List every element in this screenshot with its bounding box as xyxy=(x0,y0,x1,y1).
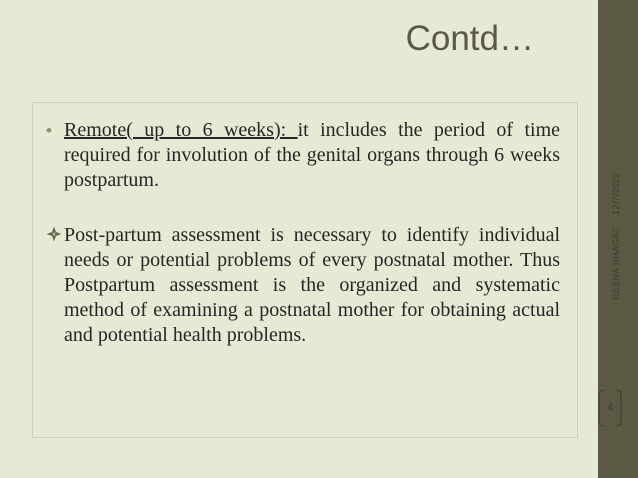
slide-title: Contd… xyxy=(405,19,534,58)
round-bullet-icon: • xyxy=(46,121,52,140)
paragraph-assessment-text: Post-partum assessment is necessary to identify individual needs or potential problems of every postnatal mother. Thus Postpartum assessment is the organized and systematic method of examining a postnatal mother for obtaining actual and potential health problems. xyxy=(64,224,560,346)
page-number xyxy=(596,388,624,428)
paragraph-remote-text: it includes the period of time required for involution of the genital organs through 6 weeks postpartum. xyxy=(64,119,560,191)
slide-date: 12/7/2022 xyxy=(611,172,621,215)
diamond-bullet-icon xyxy=(46,226,62,242)
paragraph-remote xyxy=(46,118,560,193)
content-text xyxy=(46,118,560,348)
slide-author: REENA BHAGAT xyxy=(611,227,621,300)
underlined-lead: Remote( up to 6 weeks): xyxy=(64,119,298,141)
page-number-value: 4 xyxy=(606,402,614,414)
paragraph-assessment xyxy=(46,223,560,348)
